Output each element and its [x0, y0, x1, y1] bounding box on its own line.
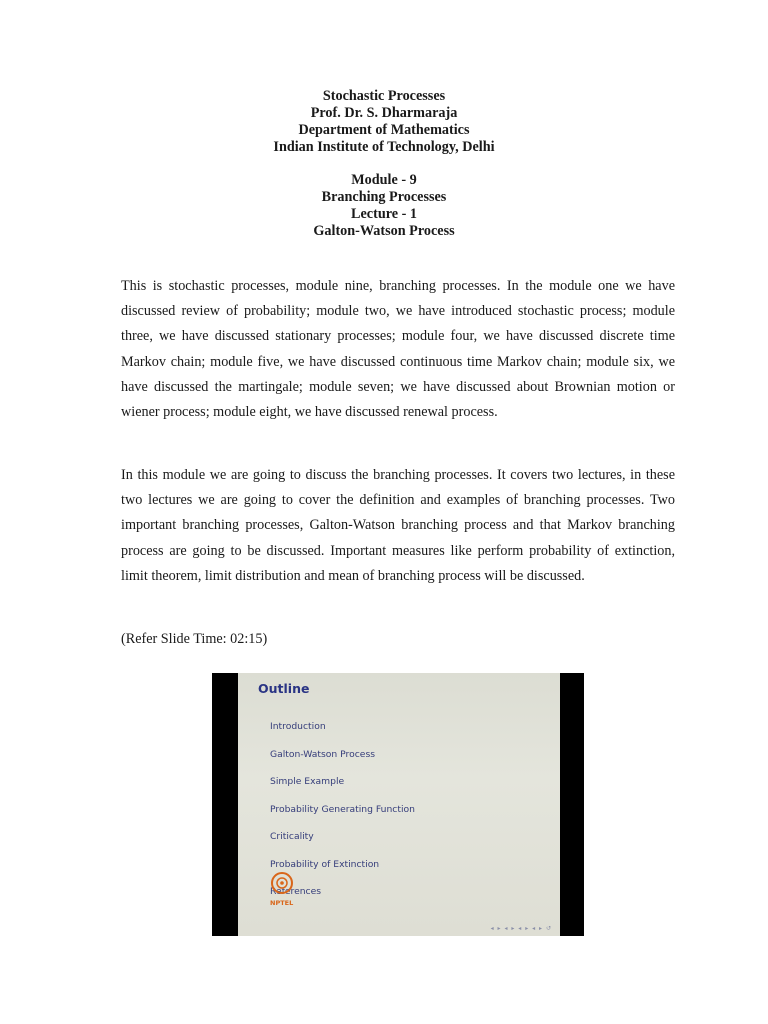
- outline-item: Introduction: [270, 721, 326, 732]
- outline-item: References: [270, 886, 322, 897]
- outline-item: Galton-Watson Process: [270, 748, 376, 760]
- slide-title: Outline: [258, 681, 310, 696]
- intro-paragraph: This is stochastic processes, module nine, branching processes. In the module one we have discussed review of probability; module two, we have introduced stochastic process; module three, we have discussed stationary processes; module four, we have discussed discrete time Markov chain; module five, we have discussed continuous time Markov chain; module six, we have discussed the martingale; module seven; we have discussed about Brownian motion or wiener process; module eight, we have discussed renewal process.: [121, 278, 675, 421]
- outline-item: Simple Example: [270, 776, 345, 787]
- module-number: Module - 9: [351, 172, 417, 188]
- svg-text:NPTEL: NPTEL: [270, 899, 294, 907]
- nptel-logo-icon: [268, 869, 298, 915]
- lecture-number: Lecture - 1: [351, 206, 417, 222]
- outline-item: Probability Generating Function: [270, 803, 415, 815]
- outline-item: Criticality: [270, 831, 314, 842]
- course-title: Stochastic Processes: [322, 88, 446, 104]
- department-name: Department of Mathematics: [298, 122, 470, 138]
- slide-time-reference: (Refer Slide Time: 02:15): [121, 631, 268, 647]
- module-title: Branching Processes: [321, 189, 447, 205]
- outline-item: Probability of Extinction: [270, 858, 380, 870]
- lecture-title: Galton-Watson Process: [313, 223, 455, 239]
- institute-name: Indian Institute of Technology, Delhi: [273, 139, 495, 155]
- slide-navigation-icons: ◂ ▸ ◂ ▸ ◂ ▸ ◂ ▸ ↺: [490, 925, 552, 932]
- lecture-slide-image: [212, 673, 584, 936]
- document-header: [0, 88, 768, 240]
- slide-content: [238, 673, 560, 936]
- header-spacer: [0, 156, 768, 172]
- professor-name: Prof. Dr. S. Dharmaraja: [310, 105, 458, 121]
- module-overview-paragraph: In this module we are going to discuss the branching processes. It covers two lectures, in these two lectures we are going to cover the definition and examples of branching processes. Two important branching processes, Galton-Watson branching process and that Markov branching process are going to be discussed. Important measures like perform probability of extinction, limit theorem, limit distribution and mean of branching process will be discussed.: [121, 467, 675, 584]
